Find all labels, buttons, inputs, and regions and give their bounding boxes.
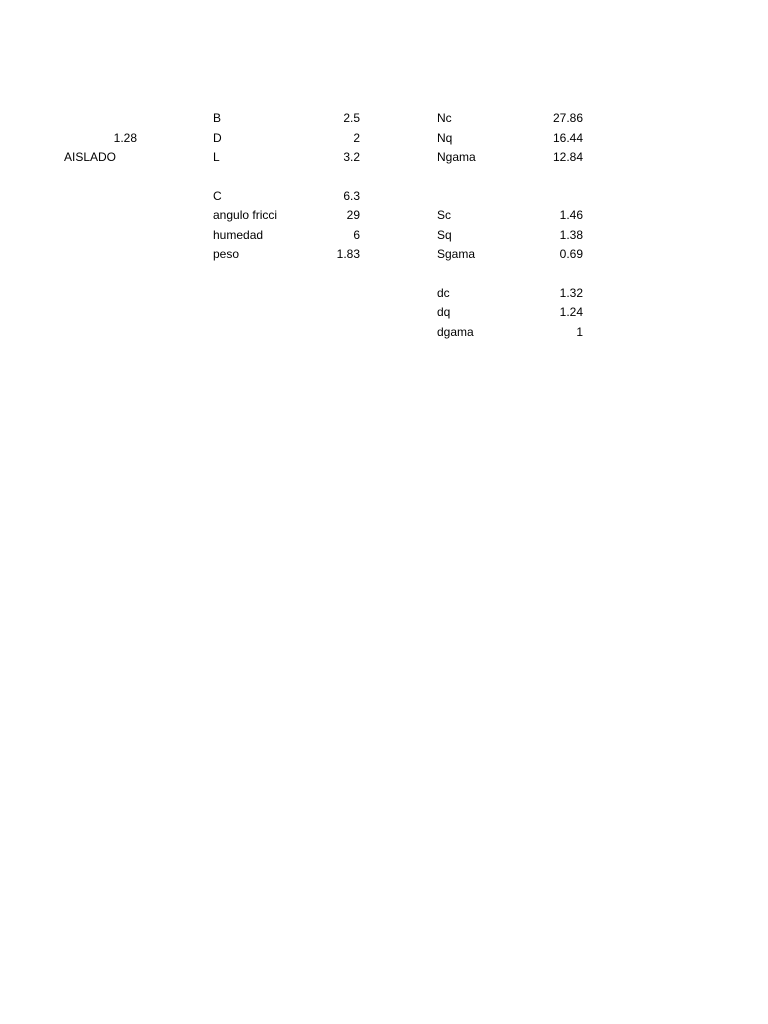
- dimension-value-b: 2.5: [343, 111, 360, 125]
- dimension-label-l: L: [213, 150, 220, 164]
- factor-label-nq: Nq: [437, 131, 453, 145]
- depth-label-dgama: dgama: [437, 325, 474, 339]
- dimension-value-d: 2: [353, 131, 360, 145]
- foundation-type: AISLADO: [64, 150, 117, 164]
- soil-label-humidity: humedad: [213, 228, 264, 242]
- depth-value-dc: 1.32: [559, 286, 583, 300]
- side-value: 1.28: [113, 131, 137, 145]
- depth-value-dgama: 1: [576, 325, 583, 339]
- factor-label-ngama: Ngama: [437, 150, 476, 164]
- shape-value-sq: 1.38: [559, 228, 583, 242]
- dimension-label-b: B: [213, 111, 222, 125]
- soil-value-friction-angle: 29: [346, 208, 360, 222]
- shape-value-sc: 1.46: [559, 208, 583, 222]
- shape-label-sgama: Sgama: [437, 247, 476, 261]
- soil-label-c: C: [213, 189, 222, 203]
- soil-value-weight: 1.83: [336, 247, 360, 261]
- shape-label-sc: Sc: [437, 208, 452, 222]
- dimension-label-d: D: [213, 131, 222, 145]
- shape-label-sq: Sq: [437, 228, 452, 242]
- factor-value-nq: 16.44: [552, 131, 583, 145]
- factor-label-nc: Nc: [437, 111, 452, 125]
- soil-label-weight: peso: [213, 247, 240, 261]
- depth-label-dc: dc: [437, 286, 450, 300]
- soil-label-friction-angle: angulo fricci: [213, 208, 278, 222]
- shape-value-sgama: 0.69: [559, 247, 583, 261]
- factor-value-nc: 27.86: [552, 111, 583, 125]
- soil-value-c: 6.3: [343, 189, 360, 203]
- soil-value-humidity: 6: [353, 228, 360, 242]
- depth-label-dq: dq: [437, 305, 451, 319]
- factor-value-ngama: 12.84: [552, 150, 583, 164]
- dimension-value-l: 3.2: [343, 150, 360, 164]
- depth-value-dq: 1.24: [559, 305, 583, 319]
